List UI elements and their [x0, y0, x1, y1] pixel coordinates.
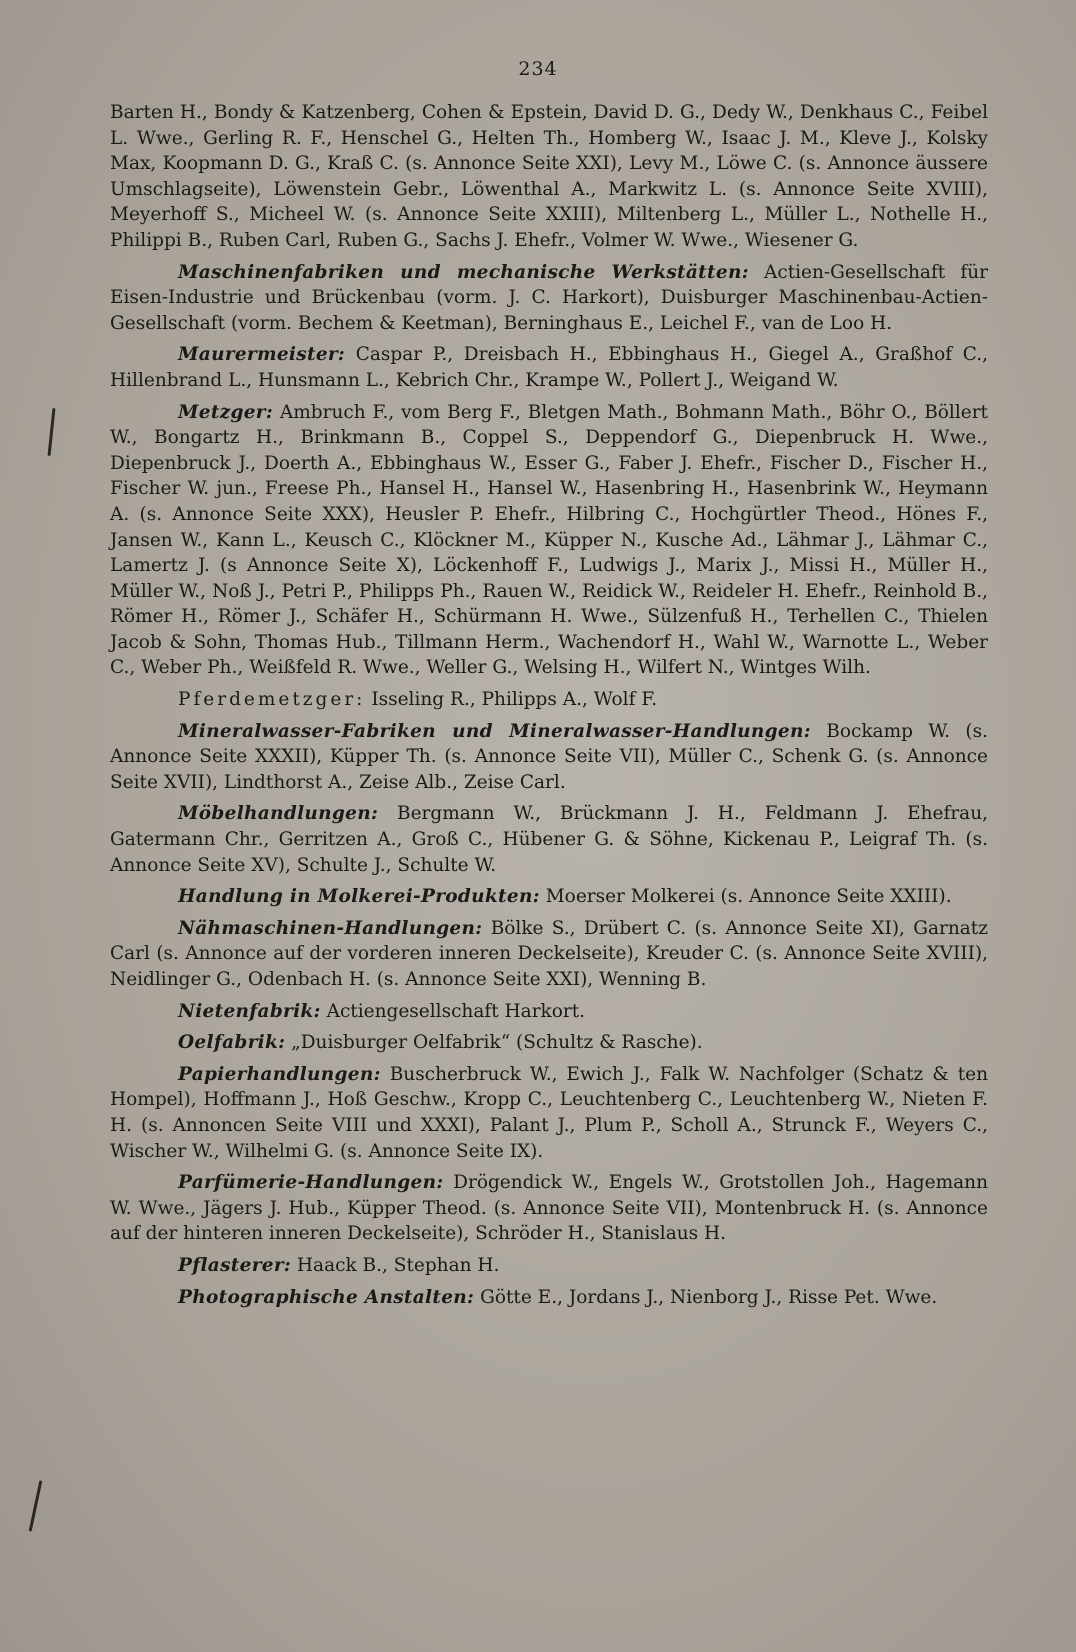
entry-text: Bockamp W. (s. Annonce Seite XXXII), Küpper Th. (s. Annonce Seite VII), Müller C., Schenk G. (s. Annonce Seite XVII), Lindthorst A., Zeise Alb., Zeise Carl. [110, 720, 988, 793]
entry-text: Haack B., Stephan H. [296, 1254, 500, 1276]
entry-pferdemetzger [110, 687, 988, 713]
entry-oelfabrik [110, 1030, 988, 1056]
entry-heading: Papierhandlungen: [178, 1063, 381, 1085]
entry-heading: Möbelhandlungen: [178, 803, 379, 825]
entry-pflasterer [110, 1253, 988, 1279]
entry-text: Bölke S., Drübert C. (s. Annonce Seite XI), Garnatz Carl (s. Annonce auf der vorderen inneren Deckelseite), Kreuder C. (s. Annonce Seite XVIII), Neidlinger G., Odenbach H. (s. Annonce Seite XXI), Wenning B. [110, 917, 988, 990]
margin-pencil-mark [29, 1480, 43, 1531]
entry-text: Götte E., Jordans J., Nienborg J., Risse Pet. Wwe. [480, 1286, 938, 1308]
entry-heading: Maschinenfabriken und mechanische Werkstätten: [178, 261, 749, 283]
margin-pencil-mark [47, 408, 55, 456]
directory-listing [110, 100, 988, 1316]
intro-paragraph: Barten H., Bondy & Katzenberg, Cohen & Epstein, David D. G., Dedy W., Denkhaus C., Feibel L. Wwe., Gerling R. F., Henschel G., Helten Th., Homberg W., Isaac J. M., Kleve J., Kolsky Max, Koopmann D. G., Kraß C. (s. Annonce Seite XXI), Levy M., Löwe C. (s. Annonce äussere Umschlagseite), Löwenstein Gebr., Löwenthal A., Markwitz L. (s. Annonce Seite XVIII), Meyerhoff S., Micheel W. (s. Annonce Seite XXIII), Miltenberg L., Müller L., Nothelle H., Philippi B., Ruben Carl, Ruben G., Sachs J. Ehefr., Volmer W. Wwe., Wiesener G. [110, 102, 988, 251]
entry-text: Caspar P., Dreisbach H., Ebbinghaus H., Giegel A., Graßhof C., Hillenbrand L., Hunsmann L., Kebrich Chr., Krampe W., Pollert J., Weigand W. [110, 344, 988, 391]
entry-text: Moerser Molkerei (s. Annonce Seite XXIII). [545, 886, 952, 908]
entry-moebelhandlungen [110, 801, 988, 878]
entry-heading: Maurermeister: [178, 344, 346, 366]
entry-maurermeister [110, 342, 988, 393]
entry-text: Ambruch F., vom Berg F., Bletgen Math., Bohmann Math., Böhr O., Böllert W., Bongartz H., Brinkmann B., Coppel S., Deppendorf G., Diepenbruck H. Wwe., Diepenbruck J., Doerth A., Ebbinghaus W., Esser G., Faber J. Ehefr., Fischer D., Fischer H., Fischer W. jun., Freese Ph., Hansel H., Hansel W., Hasenbring H., Hasenbrink W., Heymann A. (s. Annonce Seite XXX), Heusler P. Ehefr., Hilbring C., Hochgürtler Theod., Hönes F., Jansen W., Kann L., Keusch C., Klöckner M., Küpper N., Kusche Ad., Lähmar J., Lähmar C., Lamertz J. (s Annonce Seite X), Löckenhoff F., Ludwigs J., Marix J., Missi H., Müller H., Müller W., Noß J., Petri P., Philipps Ph., Rauen W., Reidick W., Reideler H. Ehefr., Reinhold B., Römer H., Römer J., Schäfer H., Schürmann H. Wwe., Sülzenfuß H., Terhellen C., Thielen Jacob & Sohn, Thomas Hub., Tillmann Herm., Wachendorf H., Wahl W., Warnotte L., Weber C., Weber Ph., Weißfeld R. Wwe., Weller G., Welsing H., Wilfert N., Wintges Wilh. [110, 401, 988, 679]
entry-heading: Pferdemetzger: [178, 689, 366, 711]
entry-heading: Oelfabrik: [178, 1032, 286, 1054]
entry-text: Actiengesellschaft Harkort. [326, 1000, 586, 1022]
entry-heading: Handlung in Molkerei-Produkten: [178, 886, 540, 908]
entry-naehmaschinen [110, 916, 988, 993]
entry-text: Bergmann W., Brückmann J. H., Feldmann J. Ehefrau, Gatermann Chr., Gerritzen A., Groß C., Hübener G. & Söhne, Kickenau P., Leigraf Th. (s. Annonce Seite XV), Schulte J., Schulte W. [110, 803, 988, 876]
entry-text: Isseling R., Philipps A., Wolf F. [371, 689, 658, 711]
entry-text: Buscherbruck W., Ewich J., Falk W. Nachfolger (Schatz & ten Hompel), Hoffmann J., Hoß Geschw., Kropp C., Leuchtenberg C., Leuchtenberg W., Nieten F. H. (s. Annoncen Seite VIII und XXXI), Palant J., Plum P., Scholl A., Strunck F., Weyers C., Wischer W., Wilhelmi G. (s. Annonce Seite IX). [110, 1063, 988, 1162]
entry-nietenfabrik [110, 999, 988, 1025]
entry-metzger [110, 400, 988, 682]
entry-maschinenfabriken [110, 260, 988, 337]
entry-parfuemerie [110, 1170, 988, 1247]
entry-text: Actien-Gesellschaft für Eisen-Industrie und Brückenbau (vorm. J. C. Harkort), Duisburger Maschinenbau-Actien-Gesellschaft (vorm. Bechem & Keetman), Berninghaus E., Leichel F., van de Loo H. [110, 261, 988, 334]
entry-heading: Mineralwasser-Fabriken und Mineralwasser-Handlungen: [178, 720, 811, 742]
entry-text: Drögendick W., Engels W., Grotstollen Joh., Hagemann W. Wwe., Jägers J. Hub., Küpper Theod. (s. Annonce Seite VII), Montenbruck H. (s. Annonce auf der hinteren inneren Deckelseite), Schröder H., Stanislaus H. [110, 1172, 988, 1245]
entry-heading: Photographische Anstalten: [178, 1286, 475, 1308]
entry-heading: Nähmaschinen-Handlungen: [178, 917, 483, 939]
entry-heading: Metzger: [178, 401, 273, 423]
entry-heading: Parfümerie-Handlungen: [178, 1172, 444, 1194]
entry-mineralwasser [110, 719, 988, 796]
entry-heading: Nietenfabrik: [178, 1000, 321, 1022]
page-number: 234 [518, 58, 558, 80]
entry-heading: Pflasterer: [178, 1254, 292, 1276]
entry-photographische-anstalten [110, 1285, 988, 1311]
entry-text: „Duisburger Oelfabrik“ (Schultz & Rasche). [291, 1032, 703, 1054]
entry-papierhandlungen [110, 1062, 988, 1164]
entry-molkerei [110, 884, 988, 910]
